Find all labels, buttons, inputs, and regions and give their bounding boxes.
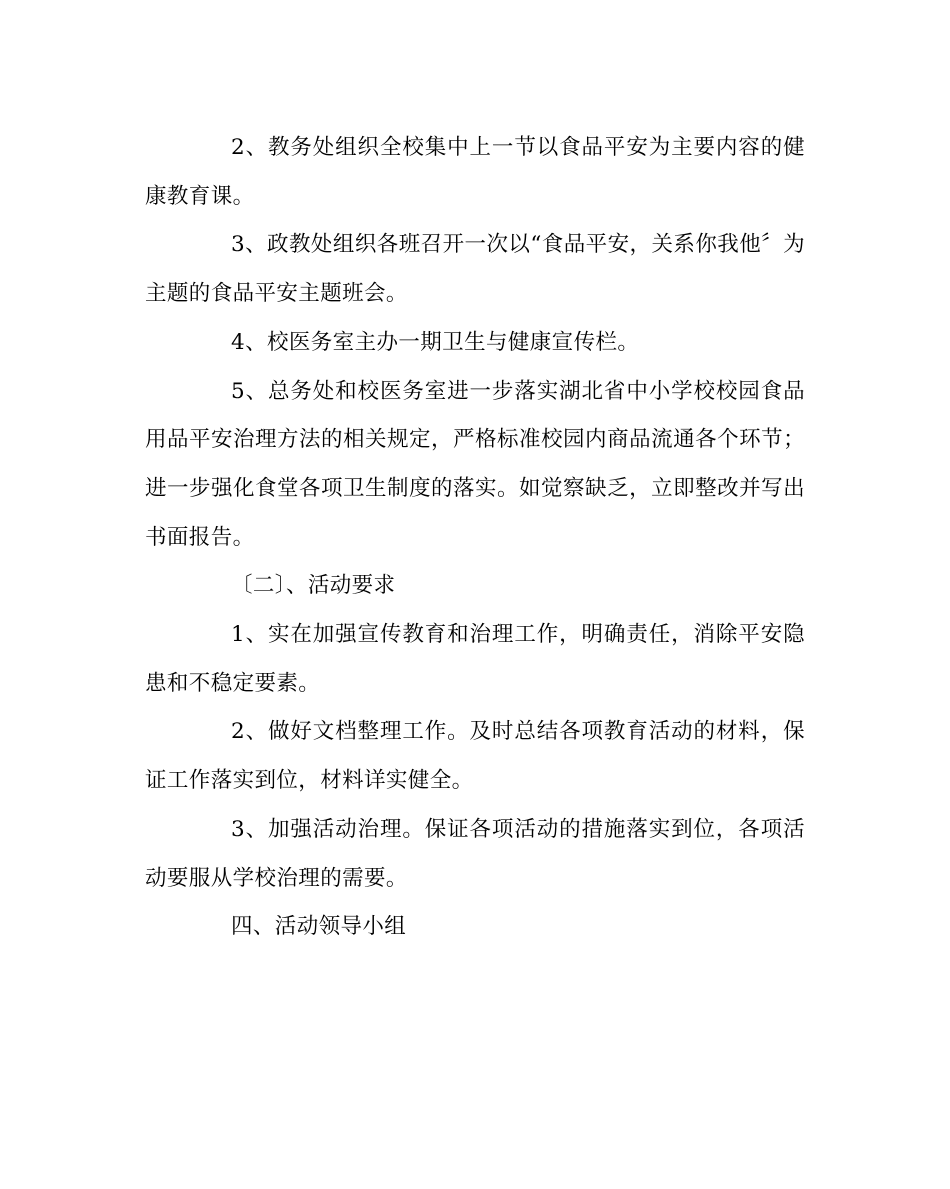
paragraph-health-class: 2、教务处组织全校集中上一节以食品平安为主要内容的健康教育课。	[145, 135, 805, 209]
paragraph-requirement-2: 2、做好文档整理工作。及时总结各项教育活动的材料，保证工作落实到位，材料详实健全。	[145, 719, 805, 794]
paragraph-requirement-3: 3、加强活动治理。保证各项活动的措施落实到位，各项活动要服从学校治理的需要。	[145, 816, 805, 891]
section-heading-leadership: 四、活动领导小组	[231, 914, 407, 940]
paragraph-bulletin-board: 4、校医务室主办一期卫生与健康宣传栏。	[231, 329, 640, 355]
section-heading-requirements: 〔二〕、活动要求	[231, 573, 396, 599]
paragraph-requirement-1: 1、实在加强宣传教育和治理工作，明确责任，消除平安隐患和不稳定要素。	[145, 622, 805, 696]
document-body	[145, 124, 805, 952]
paragraph-class-meeting: 3、政教处组织各班召开一次以“食品平安，关系你我他〞为主题的食品平安主题班会。	[145, 232, 805, 307]
paragraph-regulations: 5、总务处和校医务室进一步落实湖北省中小学校校园食品用品平安治理方法的相关规定，严格标准校园内商品流通各个环节；进一步强化食堂各项卫生制度的落实。如觉察缺乏，立即整改并写出书面报告。	[145, 378, 805, 550]
